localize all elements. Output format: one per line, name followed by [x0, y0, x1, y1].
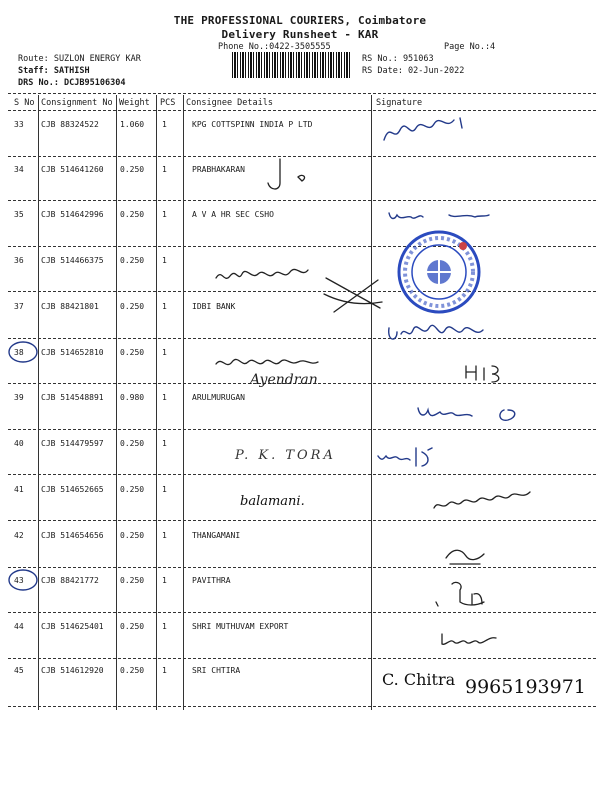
row-weight: 0.250 [120, 666, 145, 675]
row-weight: 0.250 [120, 165, 145, 174]
row-sno: 33 [14, 120, 24, 129]
row-consignee: SRI CHTIRA [192, 666, 241, 675]
col-sno: S No [14, 98, 35, 108]
row-consignment: CJB 514652810 [41, 348, 104, 357]
row-rule [8, 338, 596, 339]
row-pcs: 1 [162, 302, 167, 311]
row-rule [8, 567, 596, 568]
row-consignee: THANGAMANI [192, 531, 241, 540]
row-pcs: 1 [162, 666, 167, 675]
signature [430, 484, 540, 514]
header-bottom-rule [8, 110, 596, 111]
row-sno: 36 [14, 256, 24, 265]
row-consignment: CJB 514548891 [41, 393, 104, 402]
signature [383, 316, 493, 346]
row-pcs: 1 [162, 165, 167, 174]
row-consignee: PRABHAKARAN [192, 165, 245, 174]
document-title: Delivery Runsheet - KAR [221, 28, 379, 41]
row-pcs: 1 [162, 393, 167, 402]
row-consignment: CJB 88421772 [41, 576, 99, 585]
row-rule [8, 200, 596, 201]
row-sno: 38 [14, 348, 24, 357]
row-weight: 0.250 [120, 531, 145, 540]
row-weight: 0.250 [120, 210, 145, 219]
row-consignee: ARULMURUGAN [192, 393, 245, 402]
handwritten-phone: 9965193971 [465, 676, 586, 698]
barcode [232, 52, 352, 78]
row-consignment: CJB 514625401 [41, 622, 104, 631]
col-pcs: PCS [160, 98, 176, 108]
row-weight: 0.250 [120, 256, 145, 265]
table-row [0, 210, 600, 256]
drs-number: DRS No.: DCJB95106304 [18, 78, 126, 88]
signature [380, 112, 470, 147]
row-sno: 42 [14, 531, 24, 540]
row-rule [8, 658, 596, 659]
row-sno: 35 [14, 210, 24, 219]
row-weight: 0.980 [120, 393, 145, 402]
company-name: THE PROFESSIONAL COURIERS, Coimbatore [173, 14, 427, 27]
row-rule [8, 429, 596, 430]
col-consignment: Consignment No [41, 98, 113, 108]
row-sno: 39 [14, 393, 24, 402]
route-label: Route: SUZLON ENERGY KAR [18, 54, 141, 64]
signature [385, 205, 495, 227]
row-consignment: CJB 514466375 [41, 256, 104, 265]
col-signature: Signature [376, 98, 423, 108]
row-sno: 37 [14, 302, 24, 311]
row-weight: 1.060 [120, 120, 145, 129]
row-consignee: PAVITHRA [192, 576, 231, 585]
handwritten-signature: C. Chitra [382, 670, 456, 689]
signature [374, 442, 454, 470]
table-row [0, 622, 600, 668]
row-consignment: CJB 514612920 [41, 666, 104, 675]
handwritten-name: P. K. TORA [235, 448, 336, 463]
row-consignment: CJB 514642996 [41, 210, 104, 219]
row-pcs: 1 [162, 348, 167, 357]
table-row [0, 576, 600, 622]
rs-number: RS No.: 951063 [362, 54, 434, 64]
row-pcs: 1 [162, 439, 167, 448]
row-rule [8, 520, 596, 521]
col-weight: Weight [119, 98, 150, 108]
row-consignment: CJB 514479597 [41, 439, 104, 448]
row-weight: 0.250 [120, 302, 145, 311]
row-sno: 45 [14, 666, 24, 675]
handwritten-name: balamani. [240, 494, 305, 509]
signature [460, 358, 520, 388]
row-weight: 0.250 [120, 439, 145, 448]
staff-label: Staff: SATHISH [18, 66, 90, 76]
row-pcs: 1 [162, 120, 167, 129]
row-consignment: CJB 514654656 [41, 531, 104, 540]
row-rule [8, 474, 596, 475]
row-sno: 41 [14, 485, 24, 494]
row-weight: 0.250 [120, 622, 145, 631]
row-consignee: IDBI BANK [192, 302, 236, 311]
table-row [0, 302, 600, 348]
cross-mark [320, 272, 390, 316]
circled-mark [6, 568, 40, 592]
signature [436, 624, 506, 652]
row-rule [8, 612, 596, 613]
signature [440, 538, 490, 566]
row-pcs: 1 [162, 256, 167, 265]
header-top-rule [8, 93, 596, 94]
seal-stamp [393, 226, 485, 318]
rs-date: RS Date: 02-Jun-2022 [362, 66, 465, 76]
row-weight: 0.250 [120, 485, 145, 494]
signature [412, 400, 532, 428]
row-consignee: SHRI MUTHUVAM EXPORT [192, 622, 289, 631]
row-pcs: 1 [162, 576, 167, 585]
page-number: Page No.:4 [444, 42, 496, 52]
row-pcs: 1 [162, 622, 167, 631]
table-row [0, 531, 600, 577]
col-consignee: Consignee Details [186, 98, 273, 108]
handwritten-name: Ayendran [250, 372, 318, 388]
circled-mark [6, 340, 40, 364]
row-consignment: CJB 514652665 [41, 485, 104, 494]
signature [262, 155, 312, 195]
row-pcs: 1 [162, 210, 167, 219]
row-rule [8, 291, 596, 292]
row-pcs: 1 [162, 485, 167, 494]
row-pcs: 1 [162, 531, 167, 540]
row-consignee: A V A HR SEC CSHO [192, 210, 274, 219]
row-sno: 40 [14, 439, 24, 448]
signature [430, 576, 500, 610]
row-weight: 0.250 [120, 348, 145, 357]
row-consignment: CJB 88324522 [41, 120, 99, 129]
row-sno: 43 [14, 576, 24, 585]
row-consignment: CJB 514641260 [41, 165, 104, 174]
row-rule [8, 246, 596, 247]
row-rule [8, 706, 596, 707]
row-sno: 44 [14, 622, 24, 631]
phone-number: Phone No.:0422-3505555 [218, 42, 331, 52]
signature [212, 262, 322, 288]
row-weight: 0.250 [120, 576, 145, 585]
row-sno: 34 [14, 165, 24, 174]
row-consignee: KPG COTTSPINN INDIA P LTD [192, 120, 313, 129]
row-consignment: CJB 88421801 [41, 302, 99, 311]
